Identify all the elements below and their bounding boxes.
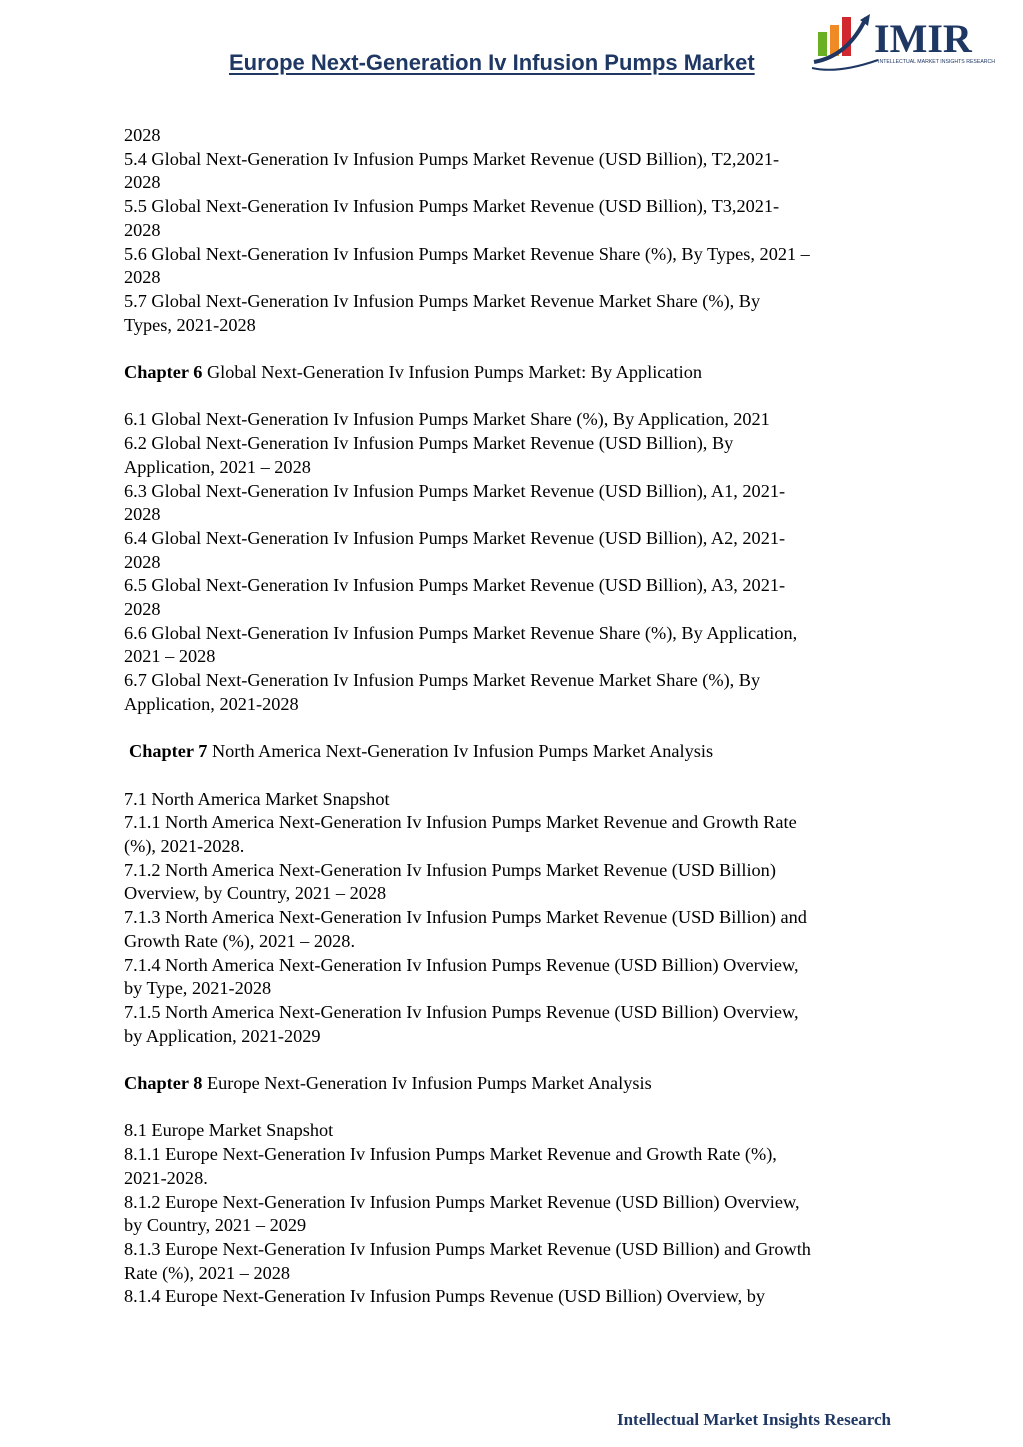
chapter-8-label: Chapter 8 xyxy=(124,1073,203,1094)
chapter-7-heading xyxy=(124,740,909,764)
toc-line: Overview, by Country, 2021 – 2028 xyxy=(124,883,387,904)
toc-line: (%), 2021-2028. xyxy=(124,836,245,857)
toc-line: 6.5 Global Next-Generation Iv Infusion Pumps Market Revenue (USD Billion), A3, 2021- xyxy=(124,575,786,596)
toc-line: 2028 xyxy=(124,172,161,193)
toc-line: 2028 xyxy=(124,125,161,145)
toc-line: 7.1.3 North America Next-Generation Iv Infusion Pumps Market Revenue (USD Billion) and xyxy=(124,907,807,928)
toc-line: 5.7 Global Next-Generation Iv Infusion Pumps Market Revenue Market Share (%), By xyxy=(124,290,761,311)
toc-line: 6.3 Global Next-Generation Iv Infusion Pumps Market Revenue (USD Billion), A1, 2021- xyxy=(124,480,786,501)
page-header-title: Europe Next-Generation Iv Infusion Pumps Market xyxy=(229,50,755,75)
chapter-8-heading xyxy=(124,1072,909,1096)
toc-line: by Country, 2021 – 2029 xyxy=(124,1215,307,1236)
paragraph-gap xyxy=(124,717,909,741)
toc-line: 7.1.4 North America Next-Generation Iv Infusion Pumps Revenue (USD Billion) Overview, xyxy=(124,954,799,975)
toc-line: 8.1.4 Europe Next-Generation Iv Infusion Pumps Revenue (USD Billion) Overview, by xyxy=(124,1286,766,1307)
paragraph-gap xyxy=(124,1096,909,1120)
toc-line: 6.1 Global Next-Generation Iv Infusion Pumps Market Share (%), By Application, 2021 xyxy=(124,409,770,430)
toc-line: 5.4 Global Next-Generation Iv Infusion Pumps Market Revenue (USD Billion), T2,2021- xyxy=(124,148,780,169)
toc-line: 6.7 Global Next-Generation Iv Infusion Pumps Market Revenue Market Share (%), By xyxy=(124,670,761,691)
toc-line: Application, 2021 – 2028 xyxy=(124,456,311,477)
toc-line: 8.1.1 Europe Next-Generation Iv Infusion Pumps Market Revenue and Growth Rate (%), xyxy=(124,1144,777,1165)
toc-line: 7.1 North America Market Snapshot xyxy=(124,788,390,809)
logo-wordmark: IMIR xyxy=(874,16,972,61)
chapter-7-title: North America Next-Generation Iv Infusion Pumps Market Analysis xyxy=(207,741,714,762)
toc-line: Growth Rate (%), 2021 – 2028. xyxy=(124,930,356,951)
toc-line: 7.1.2 North America Next-Generation Iv Infusion Pumps Market Revenue (USD Billion) xyxy=(124,859,776,880)
toc-line: 2021 – 2028 xyxy=(124,646,216,667)
table-of-contents xyxy=(124,124,909,1309)
toc-line: 2028 xyxy=(124,551,161,572)
paragraph-gap xyxy=(124,764,909,788)
chapter-6-title: Global Next-Generation Iv Infusion Pumps Market: By Application xyxy=(202,362,702,383)
toc-line: 2028 xyxy=(124,599,161,620)
logo-tagline: INTELLECTUAL MARKET INSIGHTS RESEARCH xyxy=(878,59,996,65)
toc-line: 6.4 Global Next-Generation Iv Infusion Pumps Market Revenue (USD Billion), A2, 2021- xyxy=(124,527,786,548)
toc-line: 2028 xyxy=(124,504,161,525)
toc-line: 6.2 Global Next-Generation Iv Infusion Pumps Market Revenue (USD Billion), By xyxy=(124,433,734,454)
toc-line: 2028 xyxy=(124,219,161,240)
toc-line: Application, 2021-2028 xyxy=(124,693,299,714)
chapter-7-label: Chapter 7 xyxy=(129,741,208,762)
chapter-6-heading xyxy=(124,361,909,385)
toc-line: 8.1.3 Europe Next-Generation Iv Infusion Pumps Market Revenue (USD Billion) and Growth xyxy=(124,1238,811,1259)
paragraph-gap xyxy=(124,337,909,361)
toc-line: 8.1 Europe Market Snapshot xyxy=(124,1120,334,1141)
imir-logo xyxy=(808,12,1008,76)
toc-line: 7.1.1 North America Next-Generation Iv Infusion Pumps Market Revenue and Growth Rate xyxy=(124,812,797,833)
toc-line: 5.5 Global Next-Generation Iv Infusion Pumps Market Revenue (USD Billion), T3,2021- xyxy=(124,196,780,217)
toc-line: Types, 2021-2028 xyxy=(124,314,256,335)
toc-line: 2021-2028. xyxy=(124,1167,208,1188)
toc-line: 2028 xyxy=(124,267,161,288)
toc-line: 5.6 Global Next-Generation Iv Infusion Pumps Market Revenue Share (%), By Types, 2021 – xyxy=(124,243,810,264)
paragraph-gap xyxy=(124,1048,909,1072)
toc-line: 8.1.2 Europe Next-Generation Iv Infusion Pumps Market Revenue (USD Billion) Overview, xyxy=(124,1191,800,1212)
logo-bar-green xyxy=(818,32,827,56)
toc-line: 7.1.5 North America Next-Generation Iv Infusion Pumps Revenue (USD Billion) Overview, xyxy=(124,1001,799,1022)
toc-line: Rate (%), 2021 – 2028 xyxy=(124,1262,291,1283)
chapter-8-title: Europe Next-Generation Iv Infusion Pumps Market Analysis xyxy=(202,1073,652,1094)
page-footer: Intellectual Market Insights Research xyxy=(616,1410,891,1429)
imir-logo-graphic xyxy=(808,12,1008,76)
paragraph-gap xyxy=(124,385,909,409)
toc-line: by Type, 2021-2028 xyxy=(124,978,272,999)
toc-line: 6.6 Global Next-Generation Iv Infusion Pumps Market Revenue Share (%), By Application, xyxy=(124,622,798,643)
chapter-6-label: Chapter 6 xyxy=(124,362,203,383)
toc-line: by Application, 2021-2029 xyxy=(124,1025,321,1046)
